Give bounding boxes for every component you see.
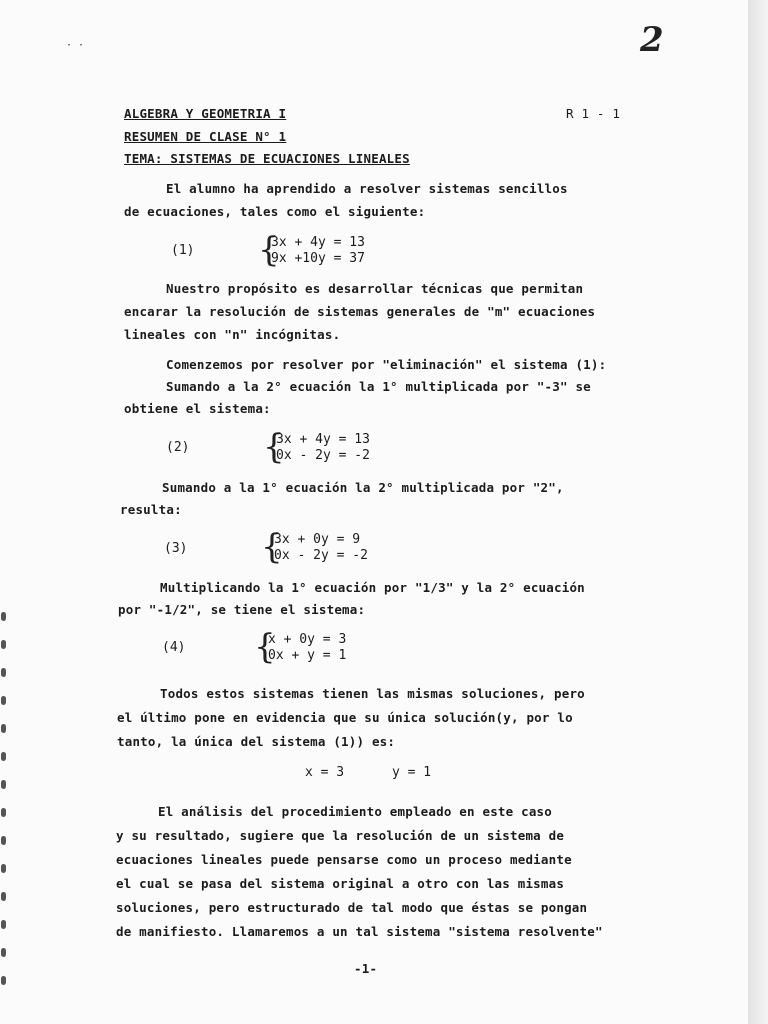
course-title: ALGEBRA Y GEOMETRIA I	[124, 106, 287, 121]
text-line: Multiplicando la 1° ecuación por "1/3" y la 2° ecuación	[160, 580, 585, 595]
brace: {	[254, 627, 276, 667]
text-line: El alumno ha aprendido a resolver sistemas sencillos	[166, 181, 568, 196]
text-line: Nuestro propósito es desarrollar técnicas que permitan	[166, 281, 584, 296]
text-line: tanto, la única del sistema (1)) es:	[117, 734, 396, 749]
text-line: Sumando a la 1° ecuación la 2° multiplicada por "2",	[162, 480, 564, 495]
page-edge	[748, 0, 768, 1024]
brace: {	[258, 230, 280, 270]
text-line: Sumando a la 2° ecuación la 1° multiplicada por "-3" se	[166, 379, 591, 394]
text-line: el cual se pasa del sistema original a otro con las mismas	[116, 876, 565, 891]
solution-y: y = 1	[392, 765, 432, 780]
system-label: (1)	[171, 243, 195, 258]
text-line: soluciones, pero estructurado de tal modo que éstas se pongan	[116, 900, 588, 915]
text-line: ecuaciones lineales puede pensarse como un proceso mediante	[116, 852, 572, 867]
solution-x: x = 3	[305, 765, 345, 780]
text-line: Comenzemos por resolver por "eliminación" el sistema (1):	[166, 357, 607, 372]
text-line: de manifiesto. Llamaremos a un tal sistema "sistema resolvente"	[116, 924, 603, 939]
equation: 3x + 4y = 13	[276, 432, 370, 447]
brace: {	[263, 427, 285, 467]
equation: 0x + y = 1	[268, 648, 347, 663]
equation: x + 0y = 3	[268, 632, 347, 647]
text-line: por "-1/2", se tiene el sistema:	[118, 602, 366, 617]
equation: 3x + 0y = 9	[274, 532, 361, 547]
text-line: lineales con "n" incógnitas.	[124, 327, 341, 342]
text-line: de ecuaciones, tales como el siguiente:	[124, 204, 426, 219]
equation: 9x +10y = 37	[271, 251, 365, 266]
stray-marks: ··	[66, 40, 91, 51]
page-corner-number: 2	[640, 20, 664, 60]
summary-title: RESUMEN DE CLASE N° 1	[124, 129, 287, 144]
topic-title: TEMA: SISTEMAS DE ECUACIONES LINEALES	[124, 151, 410, 166]
equation: 0x - 2y = -2	[274, 548, 368, 563]
binding-holes	[0, 0, 8, 1024]
text-line: El análisis del procedimiento empleado en este caso	[158, 804, 553, 819]
text-line: Todos estos sistemas tienen las mismas soluciones, pero	[160, 686, 585, 701]
page-number: -1-	[354, 961, 378, 976]
brace: {	[261, 527, 283, 567]
system-label: (2)	[166, 440, 190, 455]
equation: 3x + 4y = 13	[271, 235, 365, 250]
text-line: y su resultado, sugiere que la resolución de un sistema de	[116, 828, 565, 843]
text-line: resulta:	[120, 502, 182, 517]
text-line: obtiene el sistema:	[124, 401, 271, 416]
equation: 0x - 2y = -2	[276, 448, 370, 463]
text-line: el último pone en evidencia que su única solución(y, por lo	[117, 710, 573, 725]
document-code: R 1 - 1	[566, 106, 621, 121]
text-line: encarar la resolución de sistemas generales de "m" ecuaciones	[124, 304, 596, 319]
system-label: (4)	[162, 640, 186, 655]
system-label: (3)	[164, 541, 188, 556]
